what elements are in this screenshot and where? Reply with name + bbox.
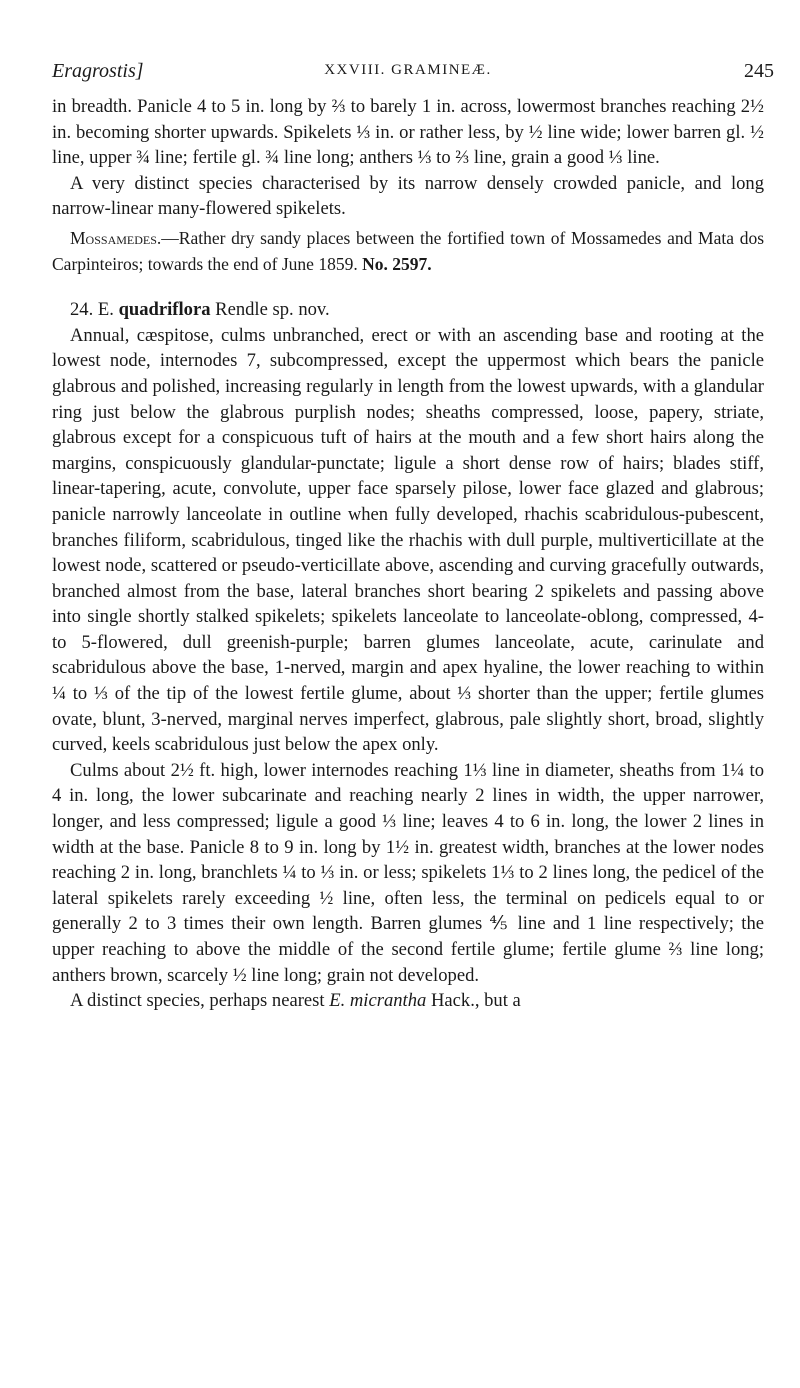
running-header: [52, 60, 774, 94]
paragraph-note-24: [52, 988, 764, 1014]
paragraph-locality-23: [52, 226, 764, 277]
paragraph-measurements-24: Culms about 2½ ft. high, lower internodes reaching 1⅓ line in diameter, sheaths from 1¼ to 4 in. long, the lower subcarinate and reaching nearly 2 lines in width, the upper narrower, longer, and less compressed; ligule a good ⅓ line; leaves 4 to 6 in. long, the lower 2 lines in width at the base. Panicle 8 to 9 in. long by 1½ in. greatest width, branches at the lower nodes reaching 2 in. long, branchlets ¼ to ⅓ in. or less; spikelets 1⅓ to 2 lines long, the pedicel of the lateral spikelets rarely exceeding ½ line, often less, the terminal on pedicels equal to or generally 2 to 3 times their own length. Barren glumes ⅘ line and 1 line respectively; the upper reaching to above the middle of the second fertile glume; fertile glume ⅔ line long; anthers brown, scarcely ½ line long; grain not developed.: [52, 759, 764, 986]
species-number: 24. E.: [70, 299, 114, 321]
note-text-before: A distinct species, perhaps nearest: [70, 990, 330, 1012]
header-genus: Eragrostis]: [52, 60, 144, 82]
book-page: [52, 60, 774, 1014]
species-heading-24: [52, 297, 764, 323]
paragraph-measurements-23: in breadth. Panicle 4 to 5 in. long by ⅔ to barely 1 in. across, lowermost branches reaching 2½ in. becoming shorter upwards. Spikelets ⅓ in. or rather less, by ½ line wide; lower barren gl. ½ line, upper ¾ line; fertile gl. ¾ line long; anthers ⅓ to ⅔ line, grain a good ⅓ line.: [52, 96, 764, 169]
page-number: 245: [744, 60, 774, 82]
locality-text: —Rather dry sandy places between the fortified town of Mossamedes and Mata dos Carpinteiros; towards the end of June 1859.: [52, 227, 764, 274]
paragraph-description-24: Annual, cæspitose, culms unbranched, erect or with an ascending base and rooting at the lowest node, internodes 7, subcompressed, except the uppermost which bears the panicle glabrous and polished, increasing regularly in length from the lowest upwards, with a glandular ring just below the glabrous purplish nodes; sheaths compressed, loose, papery, striate, glabrous except for a conspicuous tuft of hairs at the mouth and a few short hairs along the margins, conspicuously glandular-punctate; ligule a short dense row of hairs; blades stiff, linear-tapering, acute, convolute, upper face sparsely pilose, lower face glazed and glabrous; panicle narrowly lanceolate in outline when fully developed, rhachis scabridulous-pubescent, branches filiform, scabridulous, tinged like the rhachis with dull purple, multiverticillate at the lowest node, scattered or pseudo-verticillate above, ascending and curving gracefully outwards, branched almost from the base, lateral branches short bearing 2 spikelets and passing above into single shortly stalked spikelets; spikelets lanceolate to lanceolate-oblong, compressed, 4- to 5-flowered, dull greenish-purple; barren glumes lanceolate, acute, carinulate and scabridulous above the base, 1-nerved, margin and apex hyaline, the lower reaching to within ¼ to ⅓ of the tip of the lowest fertile glume, about ⅓ shorter than the upper; fertile glumes ovate, blunt, 3-nerved, marginal nerves imperfect, glabrous, pale slightly short, broad, slightly curved, keels scabridulous just below the apex only.: [52, 324, 764, 756]
species-authority: Rendle sp. nov.: [215, 299, 330, 321]
note-species-italic: E. micrantha: [329, 990, 427, 1012]
note-text-after: Hack., but a: [426, 990, 521, 1012]
species-name: quadriflora: [118, 299, 211, 321]
header-family: XXVIII. GRAMINEÆ.: [324, 62, 492, 78]
specimen-number: No. 2597.: [362, 253, 432, 274]
locality-name: Mossamedes.: [70, 227, 162, 248]
paragraph-note-23: A very distinct species characterised by its narrow densely crowded panicle, and long narrow-linear many-flowered spikelets.: [52, 172, 764, 220]
